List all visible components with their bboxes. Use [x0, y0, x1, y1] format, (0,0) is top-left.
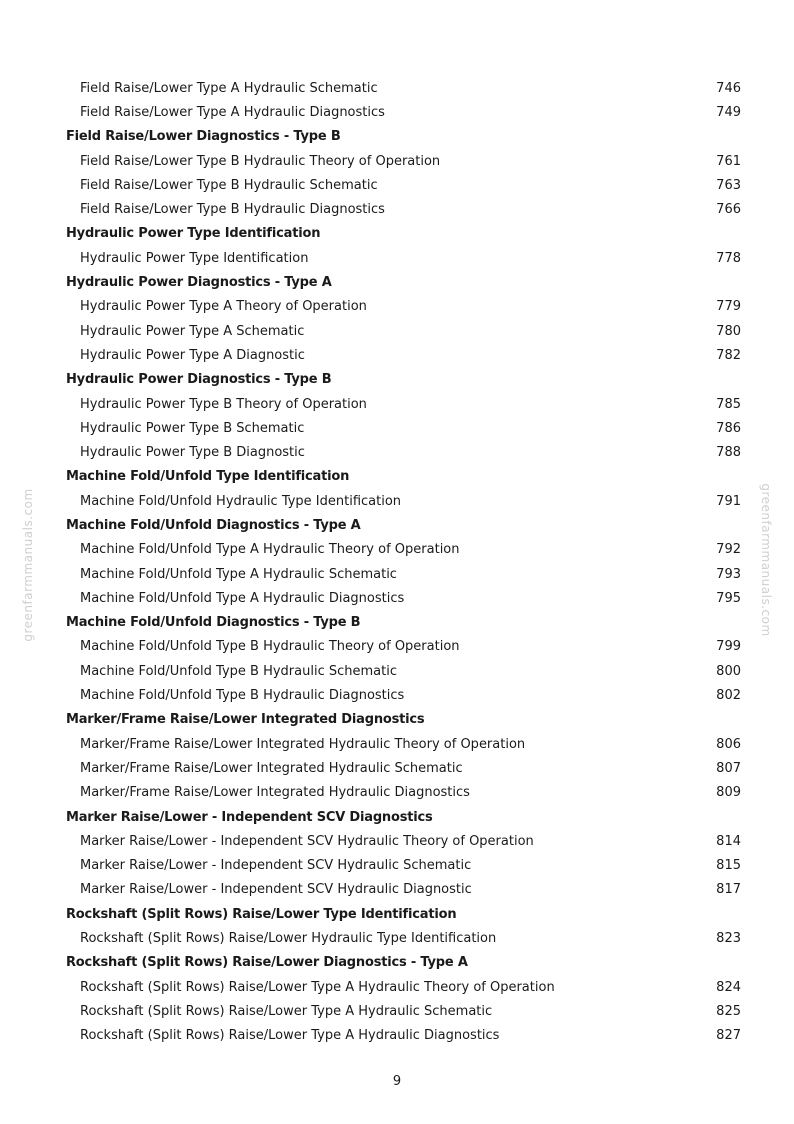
toc-title: Machine Fold/Unfold Diagnostics - Type B	[66, 615, 361, 631]
toc-entry[interactable]	[0, 926, 794, 950]
toc-page-number: 766	[716, 202, 741, 218]
toc-title: Machine Fold/Unfold Type A Hydraulic Schematic	[80, 566, 397, 582]
toc-page-number: 814	[716, 833, 741, 849]
toc-title: Hydraulic Power Type B Theory of Operation	[80, 396, 367, 412]
toc-page-number: 817	[716, 882, 741, 898]
toc-title: Marker Raise/Lower - Independent SCV Hydraulic Diagnostic	[80, 882, 472, 898]
toc-title: Machine Fold/Unfold Type B Hydraulic Schematic	[80, 663, 397, 679]
toc-page-number: 807	[716, 760, 741, 776]
toc-title: Machine Fold/Unfold Type A Hydraulic Diagnostics	[80, 590, 405, 606]
toc-page-number: 825	[716, 1003, 741, 1019]
toc-page-number: 746	[716, 80, 741, 96]
toc-entry[interactable]	[0, 173, 794, 197]
toc-title: Hydraulic Power Diagnostics - Type A	[66, 275, 332, 291]
toc-title: Hydraulic Power Type A Theory of Operation	[80, 299, 367, 315]
toc-title: Hydraulic Power Type A Diagnostic	[80, 347, 305, 363]
toc-title: Machine Fold/Unfold Type B Hydraulic Theory of Operation	[80, 639, 460, 655]
toc-page-number: 788	[716, 445, 741, 461]
toc-title: Hydraulic Power Type B Schematic	[80, 420, 305, 436]
toc-entry[interactable]	[0, 683, 794, 707]
toc-title: Hydraulic Power Type Identification	[80, 250, 309, 266]
toc-page-number: 792	[716, 542, 741, 558]
toc-entry[interactable]	[0, 343, 794, 367]
toc-entry[interactable]	[0, 781, 794, 805]
toc-entry[interactable]	[0, 319, 794, 343]
toc-entry[interactable]	[0, 756, 794, 780]
toc-title: Machine Fold/Unfold Type A Hydraulic Theory of Operation	[80, 542, 460, 558]
toc-page-number: 782	[716, 347, 741, 363]
toc-page-number: 827	[716, 1028, 741, 1044]
toc-section-heading[interactable]	[0, 611, 794, 635]
toc-section-heading[interactable]	[0, 513, 794, 537]
toc-page-number: 799	[716, 639, 741, 655]
page-number: 9	[392, 1074, 402, 1089]
toc-entry[interactable]	[0, 562, 794, 586]
toc-entry[interactable]	[0, 975, 794, 999]
toc-title: Field Raise/Lower Type A Hydraulic Schematic	[80, 80, 378, 96]
toc-page-number: 778	[716, 250, 741, 266]
toc-entry[interactable]	[0, 829, 794, 853]
toc-entry[interactable]	[0, 246, 794, 270]
toc-entry[interactable]	[0, 440, 794, 464]
toc-title: Machine Fold/Unfold Diagnostics - Type A	[66, 517, 361, 533]
toc-page-number: 779	[716, 299, 741, 315]
toc-entry[interactable]	[0, 854, 794, 878]
toc-title: Rockshaft (Split Rows) Raise/Lower Type A Hydraulic Diagnostics	[80, 1028, 500, 1044]
toc-page-number: 806	[716, 736, 741, 752]
toc-entry[interactable]	[0, 392, 794, 416]
toc-entry[interactable]	[0, 100, 794, 124]
toc-entry[interactable]	[0, 586, 794, 610]
toc-page-number: 815	[716, 858, 741, 874]
watermark-right: greenfarmmanuals.com	[759, 483, 773, 637]
toc-entry[interactable]	[0, 538, 794, 562]
toc-title: Field Raise/Lower Type B Hydraulic Diagnostics	[80, 202, 385, 218]
toc-section-heading[interactable]	[0, 805, 794, 829]
toc-title: Marker/Frame Raise/Lower Integrated Hydraulic Schematic	[80, 760, 463, 776]
toc-page-number: 761	[716, 153, 741, 169]
toc-title: Field Raise/Lower Type B Hydraulic Theory of Operation	[80, 153, 441, 169]
toc-section-heading[interactable]	[0, 125, 794, 149]
toc-title: Hydraulic Power Type Identification	[66, 226, 321, 242]
toc-page-number: 802	[716, 688, 741, 704]
toc-entry[interactable]	[0, 732, 794, 756]
toc-section-heading[interactable]	[0, 708, 794, 732]
toc-page-number: 800	[716, 663, 741, 679]
toc-title: Rockshaft (Split Rows) Raise/Lower Type Identification	[66, 906, 457, 922]
toc-page-number: 791	[716, 493, 741, 509]
toc-title: Field Raise/Lower Type A Hydraulic Diagnostics	[80, 104, 385, 120]
toc-page-number: 823	[716, 931, 741, 947]
toc-entry[interactable]	[0, 635, 794, 659]
toc-entry[interactable]	[0, 489, 794, 513]
toc-entry[interactable]	[0, 149, 794, 173]
toc-title: Marker/Frame Raise/Lower Integrated Hydraulic Theory of Operation	[80, 736, 526, 752]
toc-page-number: 785	[716, 396, 741, 412]
toc-title: Machine Fold/Unfold Type Identification	[66, 469, 350, 485]
toc-title: Marker/Frame Raise/Lower Integrated Hydraulic Diagnostics	[80, 785, 470, 801]
toc-section-heading[interactable]	[0, 902, 794, 926]
toc-page-number: 763	[716, 177, 741, 193]
toc-title: Rockshaft (Split Rows) Raise/Lower Hydraulic Type Identification	[80, 931, 497, 947]
toc-title: Hydraulic Power Type B Diagnostic	[80, 445, 305, 461]
toc-section-heading[interactable]	[0, 368, 794, 392]
toc-entry[interactable]	[0, 197, 794, 221]
toc-title: Field Raise/Lower Diagnostics - Type B	[66, 129, 341, 145]
toc-title: Machine Fold/Unfold Hydraulic Type Identification	[80, 493, 402, 509]
watermark-left: greenfarmmanuals.com	[21, 488, 35, 642]
toc-page-number: 795	[716, 590, 741, 606]
toc-title: Field Raise/Lower Type B Hydraulic Schematic	[80, 177, 378, 193]
toc-title: Rockshaft (Split Rows) Raise/Lower Type A Hydraulic Theory of Operation	[80, 979, 555, 995]
toc-section-heading[interactable]	[0, 465, 794, 489]
toc-entry[interactable]	[0, 878, 794, 902]
toc-entry[interactable]	[0, 1024, 794, 1048]
toc-page-number: 809	[716, 785, 741, 801]
toc-section-heading[interactable]	[0, 951, 794, 975]
toc-title: Hydraulic Power Diagnostics - Type B	[66, 372, 332, 388]
toc-page-number: 793	[716, 566, 741, 582]
toc-entry[interactable]	[0, 295, 794, 319]
toc-title: Marker Raise/Lower - Independent SCV Diagnostics	[66, 809, 433, 825]
toc-title: Marker Raise/Lower - Independent SCV Hydraulic Schematic	[80, 858, 472, 874]
toc-page-number: 749	[716, 104, 741, 120]
toc-title: Marker Raise/Lower - Independent SCV Hydraulic Theory of Operation	[80, 833, 534, 849]
toc-entry[interactable]	[0, 999, 794, 1023]
toc-section-heading[interactable]	[0, 222, 794, 246]
toc-title: Rockshaft (Split Rows) Raise/Lower Type A Hydraulic Schematic	[80, 1003, 493, 1019]
toc-entry[interactable]	[0, 416, 794, 440]
toc-page-number: 780	[716, 323, 741, 339]
toc-entry[interactable]	[0, 76, 794, 100]
toc-title: Rockshaft (Split Rows) Raise/Lower Diagnostics - Type A	[66, 955, 468, 971]
toc-section-heading[interactable]	[0, 270, 794, 294]
toc-page-number: 824	[716, 979, 741, 995]
toc-entry[interactable]	[0, 659, 794, 683]
toc-title: Machine Fold/Unfold Type B Hydraulic Diagnostics	[80, 688, 405, 704]
toc-title: Hydraulic Power Type A Schematic	[80, 323, 305, 339]
table-of-contents	[0, 76, 794, 1048]
toc-page-number: 786	[716, 420, 741, 436]
toc-title: Marker/Frame Raise/Lower Integrated Diagnostics	[66, 712, 425, 728]
